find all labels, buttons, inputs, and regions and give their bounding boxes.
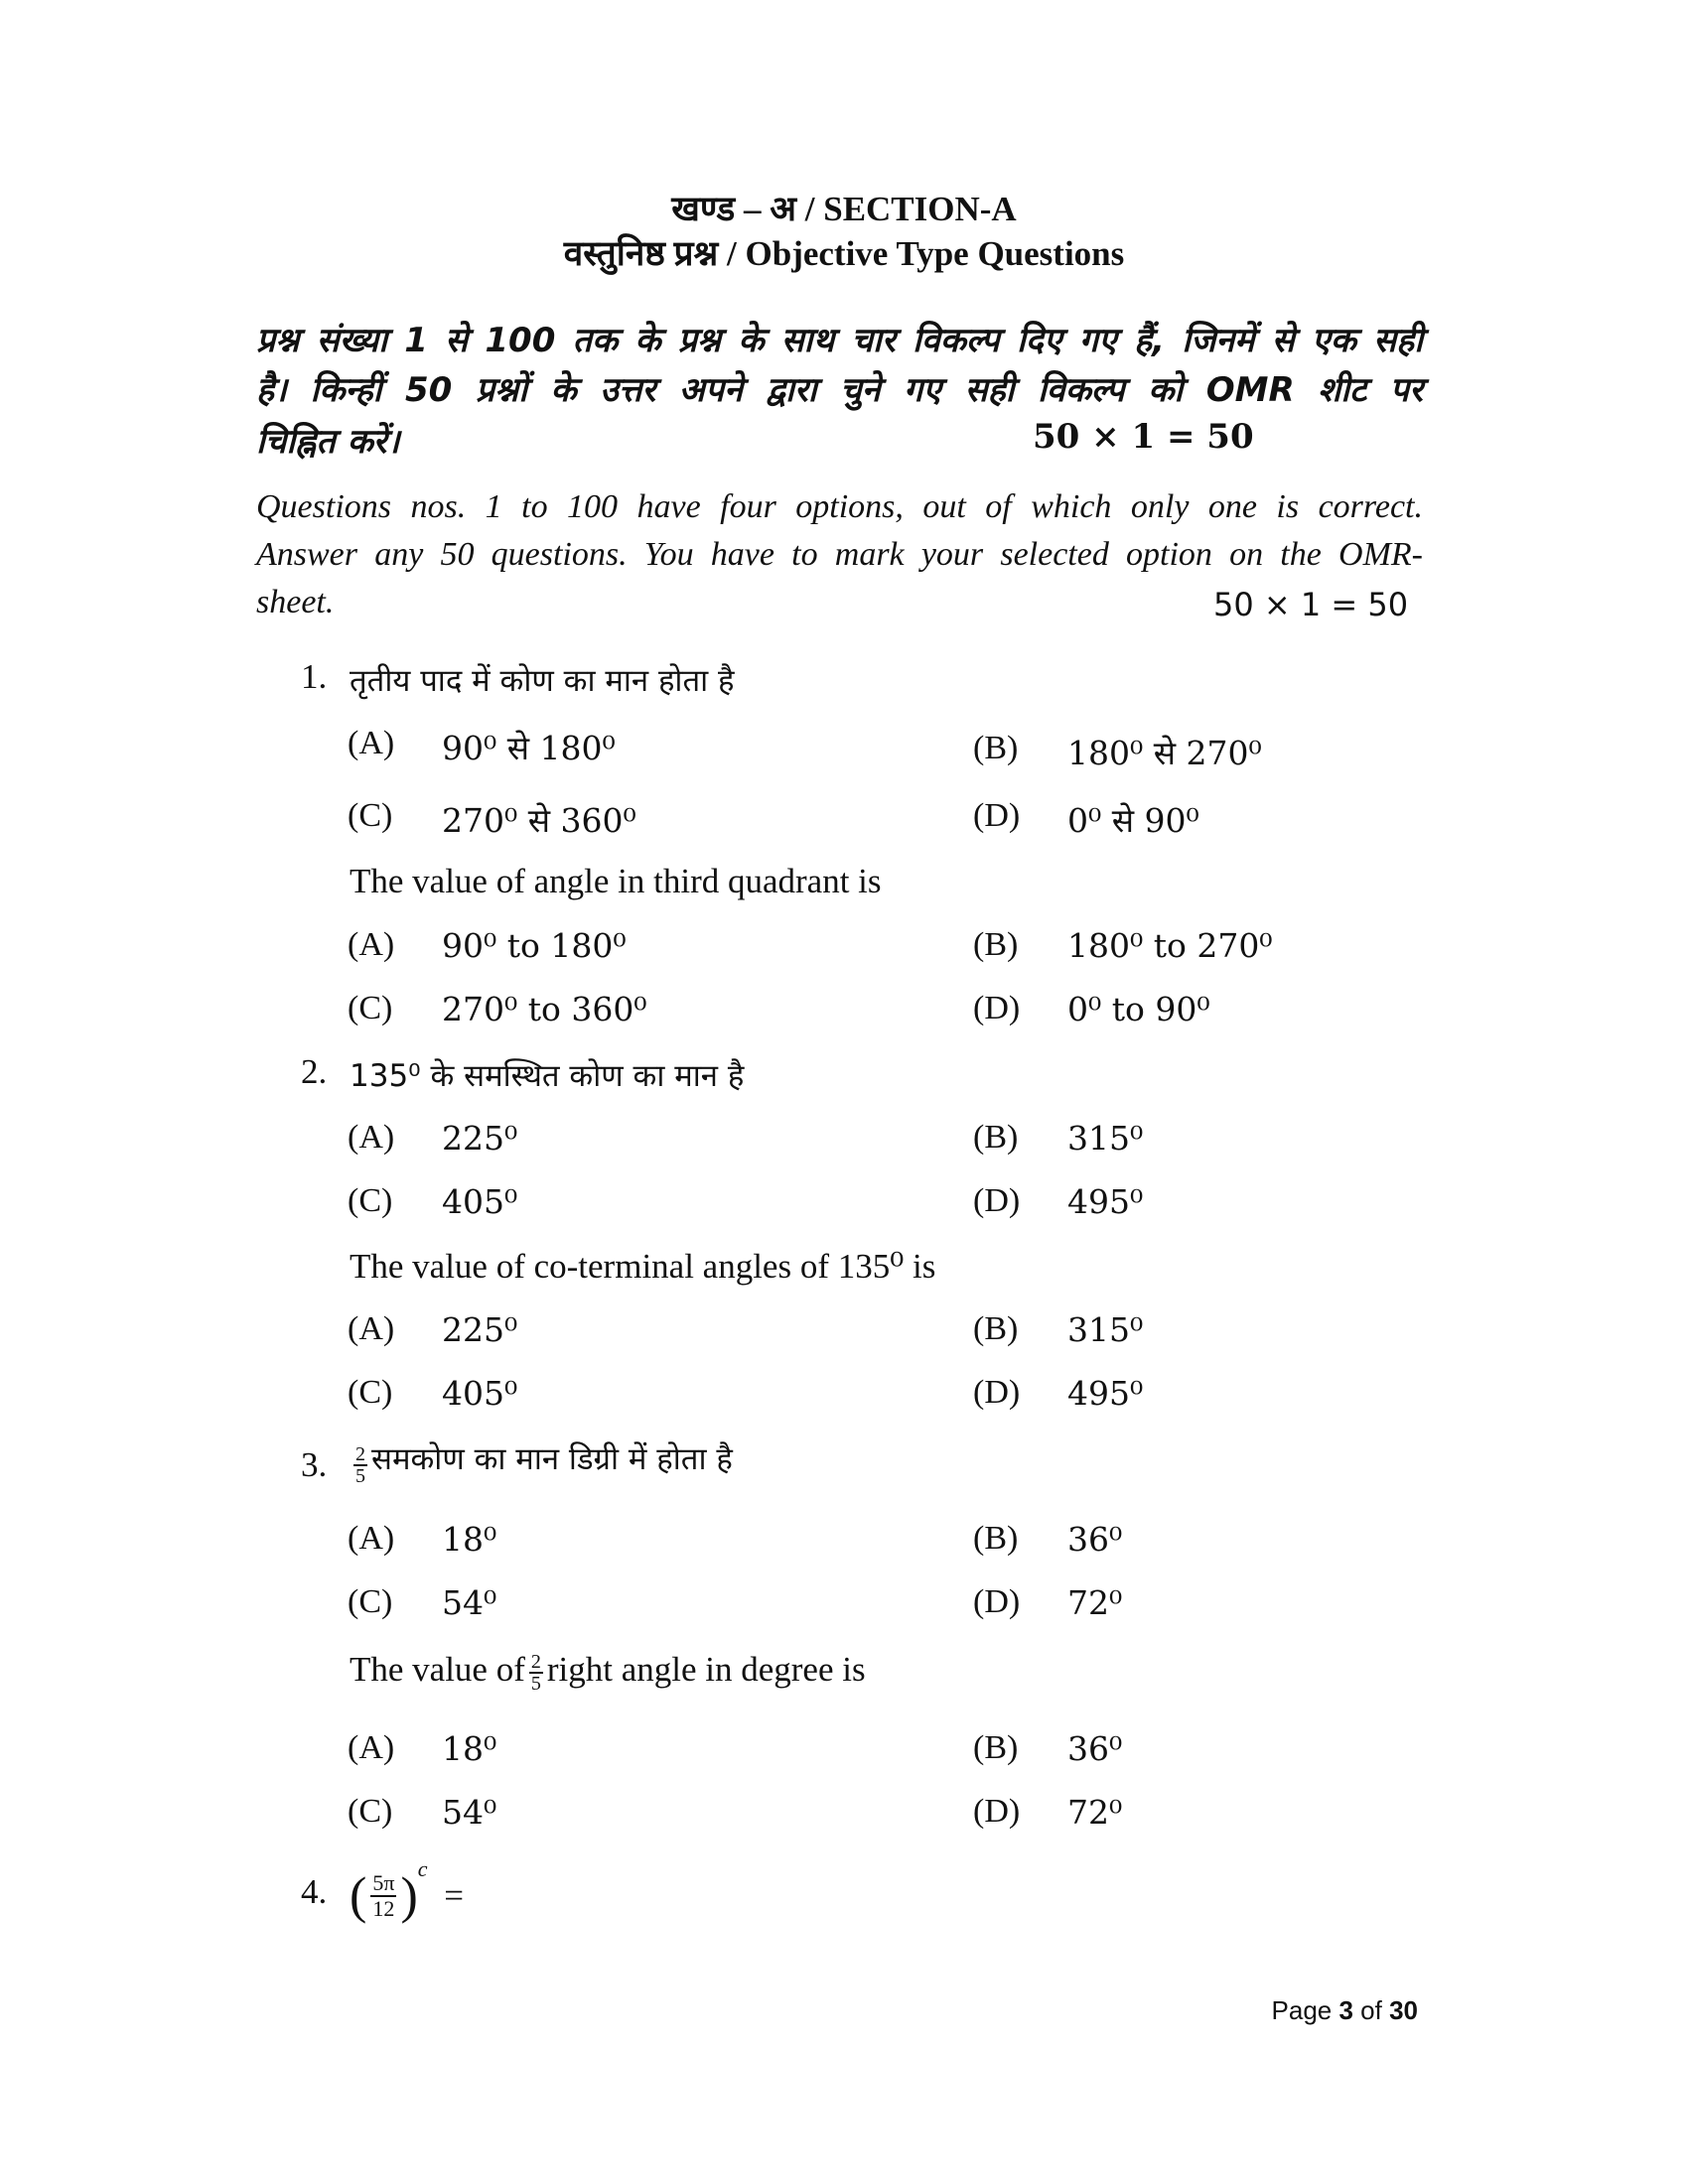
marks: 50 × 1 = 50: [1033, 417, 1254, 457]
option-d[interactable]: 0⁰ से 90⁰: [1067, 801, 1199, 840]
question-text-english: The value of co-terminal angles of 135⁰ is: [350, 1247, 936, 1286]
numerator: 2: [355, 1443, 365, 1466]
question-number: 1.: [301, 657, 328, 696]
option-label: (C): [348, 990, 393, 1026]
page-separator: of: [1352, 1995, 1390, 2025]
option-a[interactable]: 225⁰: [442, 1119, 518, 1158]
fraction: [353, 1444, 367, 1486]
total-pages: 30: [1389, 1995, 1418, 2025]
question-text: right angle in degree is: [546, 1650, 866, 1689]
option-a[interactable]: 90⁰ to 180⁰: [442, 926, 627, 965]
option-label: (C): [348, 1793, 393, 1830]
option-label: (A): [348, 1520, 395, 1557]
option-label: (A): [348, 725, 395, 761]
option-c[interactable]: 270⁰ to 360⁰: [442, 990, 647, 1028]
page-prefix: Page: [1271, 1995, 1339, 2025]
option-a[interactable]: 225⁰: [442, 1310, 518, 1349]
option-b[interactable]: 36⁰: [1067, 1729, 1123, 1768]
option-label: (B): [973, 730, 1019, 766]
question-expression: ( $\frac{5\pi}{12}$ )$^c$ =: [350, 1856, 465, 1925]
instruction-line: प्रश्न संख्या 1 से 100 तक के प्रश्न के साथ चार विकल्प दिए गए हैं, जिनमें से एक सही: [256, 321, 1423, 360]
option-b[interactable]: 315⁰: [1067, 1119, 1144, 1158]
option-a[interactable]: 90⁰ से 180⁰: [442, 729, 616, 767]
fraction: [370, 1871, 396, 1921]
question-number: 4.: [301, 1872, 328, 1911]
option-a[interactable]: 18⁰: [442, 1520, 497, 1559]
question-number: 2.: [301, 1052, 328, 1091]
equals-sign: =: [444, 1875, 465, 1915]
option-label: (B): [973, 1729, 1019, 1766]
option-d[interactable]: 495⁰: [1067, 1182, 1144, 1221]
option-c[interactable]: 54⁰: [442, 1793, 497, 1832]
fraction: [529, 1652, 543, 1694]
option-label: (D): [973, 797, 1021, 834]
option-d[interactable]: 495⁰: [1067, 1374, 1144, 1413]
option-c[interactable]: 270⁰ से 360⁰: [442, 801, 636, 840]
option-label: (B): [973, 1119, 1019, 1156]
option-label: (D): [973, 1182, 1021, 1219]
option-label: (D): [973, 1793, 1021, 1830]
option-d[interactable]: 0⁰ to 90⁰: [1067, 990, 1210, 1028]
page-number: [1272, 1995, 1418, 2026]
option-label: (D): [973, 1583, 1021, 1620]
section-title: खण्ड – अ / SECTION-A: [671, 190, 1017, 228]
question-text-english: The value of angle in third quadrant is: [350, 862, 882, 900]
denominator: 12: [372, 1895, 395, 1921]
question-text: समकोण का मान डिग्री में होता है: [371, 1441, 733, 1477]
option-label: (D): [973, 990, 1021, 1026]
section-subtitle: वस्तुनिष्ठ प्रश्न / Objective Type Questions: [563, 234, 1125, 273]
question-text-english: [350, 1650, 866, 1694]
option-d[interactable]: 72⁰: [1067, 1793, 1123, 1832]
question-text-hindi: तृतीय पाद में कोण का मान होता है: [350, 663, 735, 699]
instruction-line: sheet.: [256, 584, 335, 620]
numerator: 5π: [372, 1869, 395, 1895]
option-b[interactable]: 36⁰: [1067, 1520, 1123, 1559]
option-label: (C): [348, 1374, 393, 1411]
denominator: 5: [355, 1465, 365, 1488]
option-c[interactable]: 405⁰: [442, 1182, 518, 1221]
option-c[interactable]: 405⁰: [442, 1374, 518, 1413]
marks: 50 × 1 = 50: [1213, 586, 1409, 623]
option-label: (C): [348, 1182, 393, 1219]
instruction-line: चिह्नित करें।: [256, 422, 400, 462]
option-b[interactable]: 180⁰ to 270⁰: [1067, 926, 1273, 965]
option-label: (B): [973, 1310, 1019, 1347]
current-page: 3: [1338, 1995, 1353, 2025]
denominator: 5: [530, 1672, 541, 1695]
superscript: c: [417, 1856, 428, 1881]
instruction-line: Answer any 50 questions. You have to mark your selected option on the OMR-: [256, 536, 1423, 573]
option-label: (D): [973, 1374, 1021, 1411]
option-a[interactable]: 18⁰: [442, 1729, 497, 1768]
option-b[interactable]: 315⁰: [1067, 1310, 1144, 1349]
option-d[interactable]: 72⁰: [1067, 1583, 1123, 1622]
option-label: (B): [973, 926, 1019, 963]
numerator: 2: [530, 1650, 541, 1673]
instruction-line: है। किन्हीं 50 प्रश्नों के उत्तर अपने द्वारा चुने गए सही विकल्प को OMR शीट पर: [256, 370, 1423, 410]
option-label: (A): [348, 1119, 395, 1156]
option-label: (C): [348, 797, 393, 834]
question-number: 3.: [301, 1445, 328, 1484]
option-label: (A): [348, 1310, 395, 1347]
question-text-hindi: 135⁰ के समस्थित कोण का मान है: [350, 1058, 745, 1094]
option-label: (A): [348, 926, 395, 963]
instruction-line: Questions nos. 1 to 100 have four options, out of which only one is correct.: [256, 488, 1423, 525]
option-label: (A): [348, 1729, 395, 1766]
question-text: The value of: [350, 1650, 525, 1689]
option-label: (B): [973, 1520, 1019, 1557]
option-c[interactable]: 54⁰: [442, 1583, 497, 1622]
option-b[interactable]: 180⁰ से 270⁰: [1067, 734, 1262, 772]
question-text-hindi: [350, 1437, 733, 1486]
option-label: (C): [348, 1583, 393, 1620]
